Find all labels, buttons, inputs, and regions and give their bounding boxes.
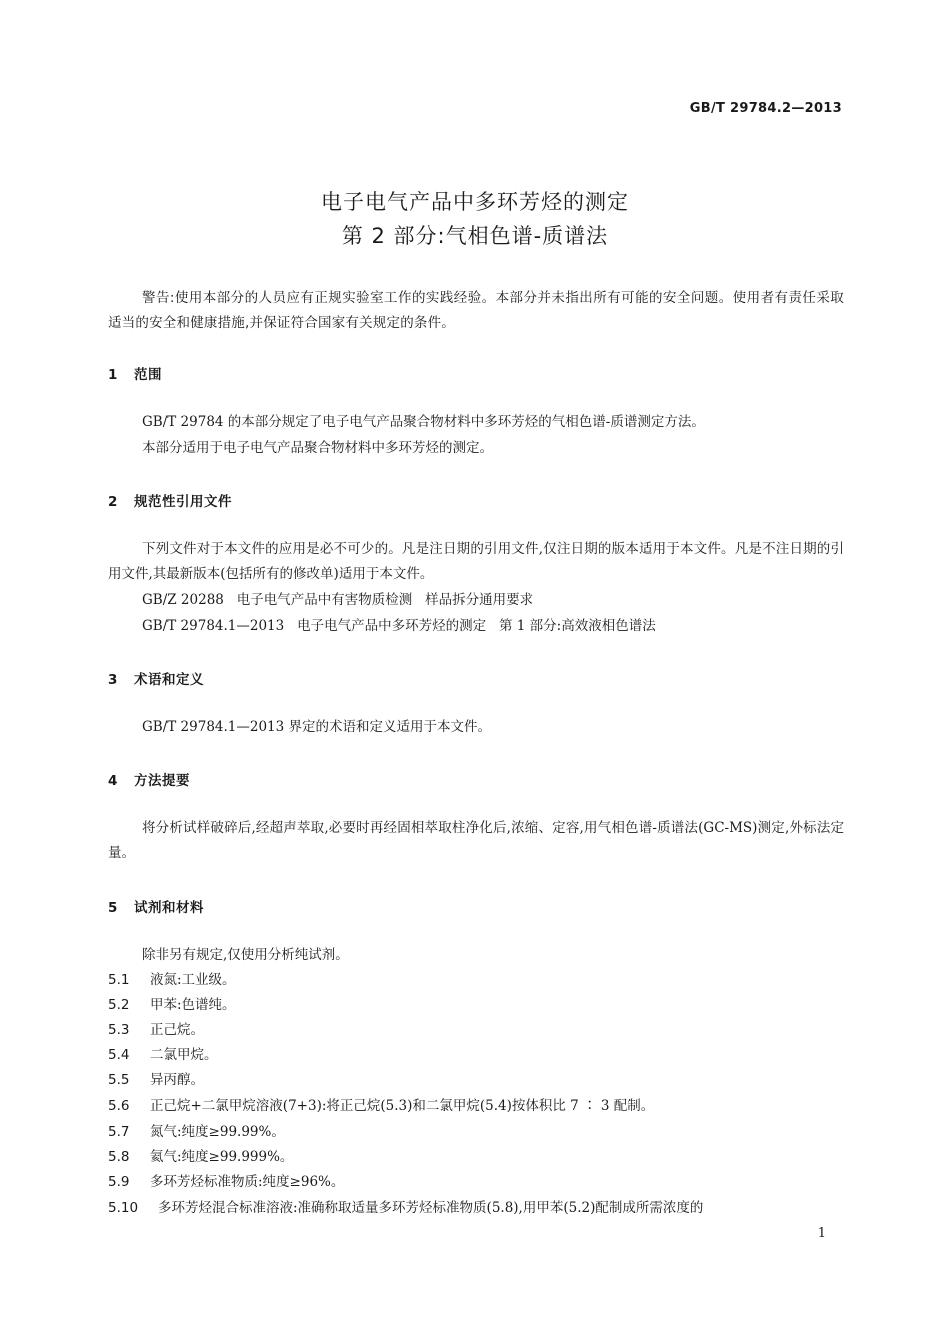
list-item: 5.3 正己烷。 (108, 1022, 204, 1038)
list-item: 5.7 氮气:纯度≥99.99%。 (108, 1124, 285, 1140)
standard-code: GB/T 29784.2—2013 (689, 101, 842, 116)
section-5-heading (108, 896, 204, 916)
reference-item: GB/T 29784.1—2013 电子电气产品中多环芳烃的测定 第 1 部分:高效液相色谱法 (142, 618, 656, 634)
section-title: 方法提要 (134, 773, 190, 789)
paragraph: 本部分适用于电子电气产品聚合物材料中多环芳烃的测定。 (142, 440, 493, 456)
paragraph: GB/T 29784.1—2013 界定的术语和定义适用于本文件。 (142, 719, 492, 735)
list-item: 5.5 异丙醇。 (108, 1072, 204, 1088)
document-title-line1: 电子电气产品中多环芳烃的测定 (321, 190, 629, 214)
document-title-line2: 第 2 部分:气相色谱-质谱法 (341, 224, 609, 248)
list-item: 5.9 多环芳烃标准物质:纯度≥96%。 (108, 1174, 345, 1190)
section-title: 范围 (134, 367, 162, 383)
section-title: 术语和定义 (134, 672, 204, 688)
section-number: 3 (108, 672, 118, 688)
page-number: 1 (817, 1226, 826, 1241)
section-number: 5 (108, 900, 118, 916)
warning-paragraph: 警告:使用本部分的人员应有正规实验室工作的实践经验。本部分并未指出所有可能的安全问题。使用者有责任采取适当的安全和健康措施,并保证符合国家有关规定的条件。 (108, 290, 844, 331)
list-item: 5.4 二氯甲烷。 (108, 1047, 218, 1063)
section-4-heading (108, 769, 190, 789)
list-item: 5.6 正己烷+二氯甲烷溶液(7+3):将正己烷(5.3)和二氯甲烷(5.4)按体积比 7 ∶ 3 配制。 (108, 1098, 655, 1114)
paragraph: 下列文件对于本文件的应用是必不可少的。凡是注日期的引用文件,仅注日期的版本适用于本文件。凡是不注日期的引用文件,其最新版本(包括所有的修改单)适用于本文件。 (108, 541, 844, 582)
section-number: 2 (108, 494, 118, 510)
list-item: 5.1 液氮:工业级。 (108, 972, 236, 988)
section-title: 试剂和材料 (134, 900, 204, 916)
list-item: 5.2 甲苯:色谱纯。 (108, 997, 236, 1013)
paragraph: GB/T 29784 的本部分规定了电子电气产品聚合物材料中多环芳烃的气相色谱-质谱测定方法。 (142, 414, 705, 430)
section-number: 4 (108, 773, 118, 789)
section-3-heading (108, 668, 204, 688)
section-title: 规范性引用文件 (134, 494, 232, 510)
list-item: 5.8 氦气:纯度≥99.999%。 (108, 1149, 294, 1165)
section-1-heading (108, 363, 162, 383)
reference-item: GB/Z 20288 电子电气产品中有害物质检测 样品拆分通用要求 (142, 592, 534, 608)
paragraph: 将分析试样破碎后,经超声萃取,必要时再经固相萃取柱净化后,浓缩、定容,用气相色谱-质谱法(GC-MS)测定,外标法定量。 (108, 820, 844, 861)
list-item: 5.10 多环芳烃混合标准溶液:准确称取适量多环芳烃标准物质(5.8),用甲苯(5.2)配制成所需浓度的 (108, 1200, 704, 1216)
paragraph: 除非另有规定,仅使用分析纯试剂。 (142, 947, 349, 963)
section-2-heading (108, 490, 232, 510)
section-number: 1 (108, 367, 118, 383)
